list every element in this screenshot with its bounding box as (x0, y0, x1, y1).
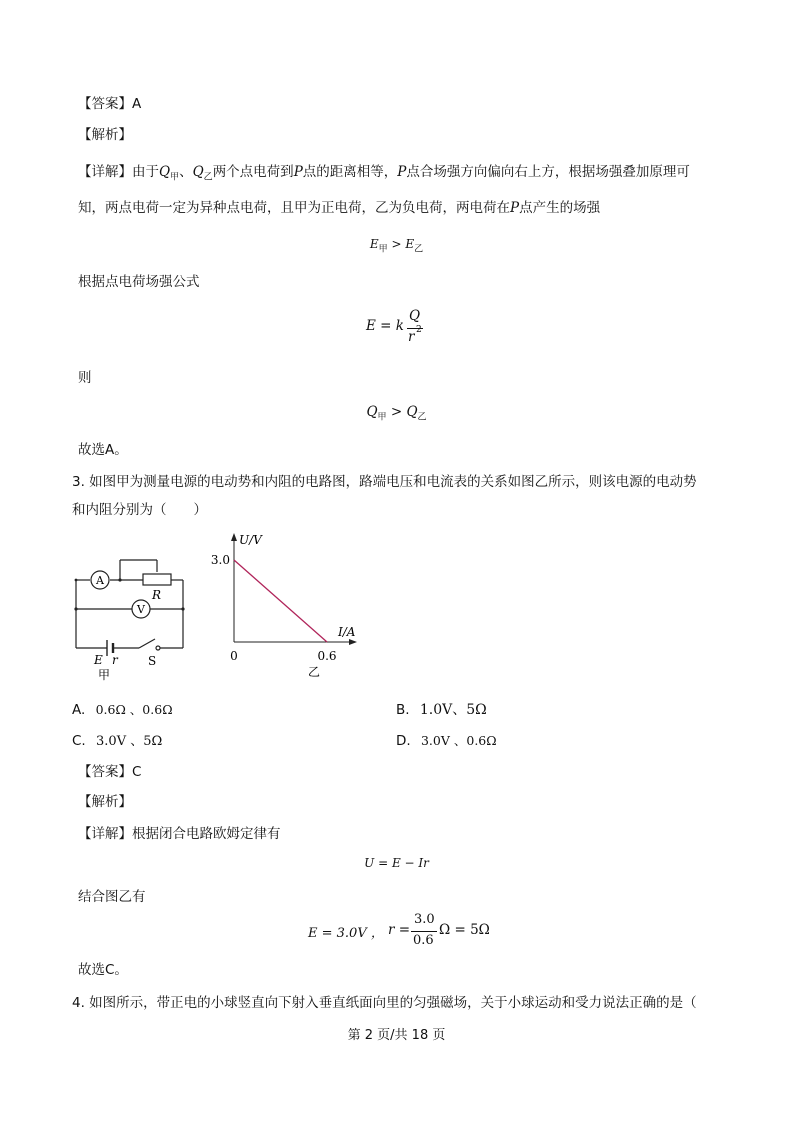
y-axis-label: U/V (239, 533, 262, 547)
voltmeter-label: V (137, 603, 145, 616)
q2-text-3: 点合场强方向偏向右上方，根据场强叠加原理可 (406, 164, 690, 180)
eq-numerator: 3.0 (414, 912, 435, 927)
option-d[interactable] (396, 731, 497, 751)
q2-choice: 故选A。 (78, 442, 128, 458)
q-jia-symbol: Q (159, 164, 171, 180)
option-a-label: A. (72, 702, 86, 718)
option-d-text: 3.0V 、0.6Ω (420, 733, 497, 748)
eq-symbol: Q (406, 404, 418, 420)
q2-text-2: 点的距离相等， (302, 164, 398, 180)
page-footer: 第 2 页/共 18 页 (347, 1028, 446, 1043)
equation-q-compare (0, 402, 793, 428)
q2-detail-prefix: 【详解】由于 (78, 164, 159, 180)
option-d-label: D. (396, 733, 411, 749)
q-yi-subscript: 乙 (203, 172, 213, 183)
rheostat-symbol (143, 574, 171, 585)
q3-answer: 【答案】C (78, 764, 142, 780)
q3-analysis-heading: 【解析】 (78, 794, 132, 810)
q3-combine: 结合图乙有 (78, 889, 146, 905)
internal-resistance-label: r (112, 653, 118, 667)
y-axis-arrow (231, 533, 237, 541)
series-line-0 (234, 560, 327, 642)
ammeter-label: A (96, 574, 104, 587)
eq-subscript: 乙 (417, 412, 427, 423)
point-p: P (293, 164, 303, 180)
q2-detail-line1 (78, 162, 690, 188)
q3-stem-line1: 3. 如图甲为测量电源的电动势和内阻的电路图，路端电压和电流表的关系如图乙所示，则该电源的电动势 (72, 474, 697, 490)
x-axis-arrow (349, 639, 357, 645)
fraction-bar (411, 931, 437, 932)
point-p: P (397, 164, 407, 180)
option-c-label: C. (72, 733, 86, 749)
option-c-text: 3.0V 、5Ω (96, 734, 163, 749)
switch-label: S (148, 654, 157, 668)
q3-choice: 故选C。 (78, 962, 128, 978)
y-tick-label: 3.0 (210, 553, 230, 567)
equation-e-compare (0, 234, 793, 259)
ohm-law-equation: U = E − Ir (364, 856, 429, 870)
emf-label: E (94, 653, 103, 667)
eq-denominator: r (408, 329, 415, 345)
circuit-caption: 甲 (98, 668, 111, 682)
q2-analysis-heading: 【解析】 (78, 127, 132, 143)
eq-denominator: 0.6 (413, 933, 434, 948)
x-tick-label: 0.6 (317, 649, 337, 663)
q2-line2-text: 知，两点电荷一定为异种点电荷，且甲为正电荷，乙为负电荷，两电荷在 (78, 200, 510, 216)
eq-emf: E = 3.0V ， (308, 926, 384, 941)
x-tick-label: 0 (230, 649, 238, 663)
eq-subscript: 甲 (378, 244, 388, 255)
eq-numerator: Q (409, 308, 421, 324)
q4-stem: 4. 如图所示，带正电的小球竖直向下射入垂直纸面向里的匀强磁场，关于小球运动和受力说法正确的是（ (72, 995, 697, 1011)
emf-resistance-equation (308, 912, 508, 954)
q2-detail-line2 (78, 198, 600, 218)
then-label: 则 (78, 370, 92, 386)
q2-answer: 【答案】A (78, 96, 142, 112)
option-b-label: B. (396, 702, 410, 718)
formula-intro: 根据点电荷场强公式 (78, 274, 200, 290)
separator: 、 (179, 164, 193, 180)
option-c[interactable] (72, 731, 162, 752)
eq-subscript: 甲 (377, 412, 387, 423)
option-a-text: 0.6Ω 、0.6Ω (95, 702, 173, 717)
eq-symbol: E (369, 237, 379, 251)
circuit-diagram (68, 548, 198, 686)
eq-operator: > (387, 237, 406, 251)
eq-operator: > (386, 404, 407, 420)
chart-caption: 乙 (307, 665, 321, 679)
resistor-label: R (152, 588, 162, 602)
eq-exponent: 2 (416, 325, 422, 335)
u-i-chart (205, 530, 365, 682)
eq-r: r = (388, 922, 411, 938)
option-a[interactable] (72, 700, 173, 720)
point-p: P (510, 200, 520, 216)
eq-subscript: 乙 (414, 244, 424, 255)
eq-symbol: E (405, 237, 415, 251)
x-axis-label: I/A (338, 625, 356, 639)
eq-result: Ω = 5Ω (439, 922, 490, 938)
option-b[interactable] (396, 700, 487, 720)
q-jia-subscript: 甲 (170, 172, 180, 183)
q-yi-symbol: Q (192, 164, 204, 180)
q2-text-1: 两个点电荷到 (212, 164, 294, 180)
eq-lhs: E = k (366, 318, 404, 334)
q2-line2-end: 点产生的场强 (519, 200, 601, 216)
q3-stem-line2: 和内阻分别为（ ） (72, 502, 207, 518)
eq-symbol: Q (366, 404, 378, 420)
q3-detail: 【详解】根据闭合电路欧姆定律有 (78, 826, 281, 842)
option-b-text: 1.0V、5Ω (419, 702, 487, 718)
